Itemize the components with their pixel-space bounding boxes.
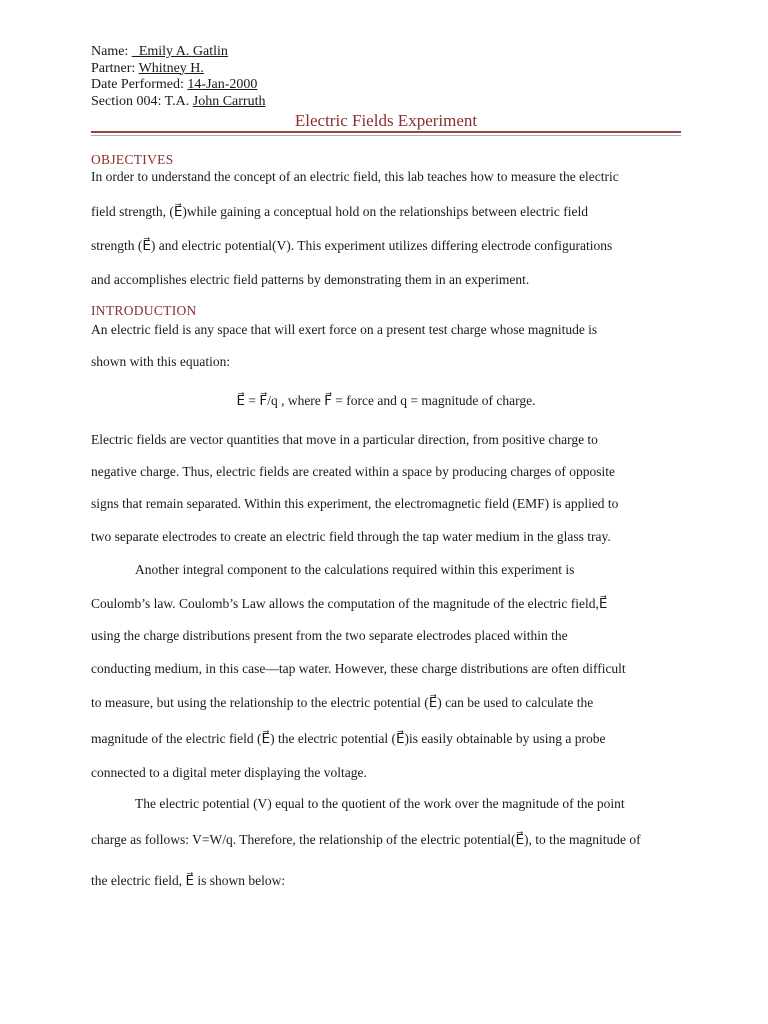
force-equation: E⃗ = F⃗/q , where F⃗ = force and q = magnitude of charge. bbox=[236, 393, 536, 408]
section-label: Section 004: T.A. bbox=[91, 93, 193, 109]
name-value: _Emily A. Gatlin bbox=[131, 44, 228, 59]
objectives-line: strength (E⃗) and electric potential(V). This experiment utilizes differing electrode configurations bbox=[91, 238, 613, 253]
section-value: John Carruth bbox=[192, 93, 266, 109]
objectives-line: and accomplishes electric field patterns by demonstrating them in an experiment. bbox=[91, 272, 530, 287]
intro-line: shown with this equation: bbox=[91, 354, 231, 369]
partner-row bbox=[91, 61, 265, 78]
intro-line: charge as follows: V=W/q. Therefore, the relationship of the electric potential(E⃗), to the magnitude of bbox=[91, 832, 641, 847]
intro-line: An electric field is any space that will exert force on a present test charge whose magnitude is bbox=[91, 322, 598, 337]
objectives-line: field strength, (E⃗)while gaining a conceptual hold on the relationships between electric field bbox=[91, 204, 588, 219]
intro-line: conducting medium, in this case—tap water. However, these charge distributions are often difficult bbox=[91, 661, 626, 676]
intro-line: magnitude of the electric field (E⃗) the electric potential (E⃗)is easily obtainable by using a probe bbox=[91, 731, 606, 746]
title-rule bbox=[91, 131, 681, 133]
intro-line: connected to a digital meter displaying the voltage. bbox=[91, 765, 367, 780]
intro-line: negative charge. Thus, electric fields are created within a space by producing charges of opposite bbox=[91, 464, 616, 479]
intro-line: signs that remain separated. Within this experiment, the electromagnetic field (EMF) is applied to bbox=[91, 496, 619, 511]
title-rule-thin bbox=[91, 135, 681, 136]
objectives-line: In order to understand the concept of an electric field, this lab teaches how to measure the electric bbox=[91, 169, 619, 184]
intro-line: to measure, but using the relationship to the electric potential (E⃗) can be used to calculate the bbox=[91, 695, 594, 710]
partner-value: Whitney H. bbox=[138, 60, 204, 76]
document-title: Electric Fields Experiment bbox=[294, 111, 478, 130]
intro-line: using the charge distributions present from the two separate electrodes placed within the bbox=[91, 628, 568, 643]
intro-line: Electric fields are vector quantities that move in a particular direction, from positive charge to bbox=[91, 432, 598, 447]
intro-line: two separate electrodes to create an electric field through the tap water medium in the glass tray. bbox=[91, 529, 611, 544]
name-label: Name: bbox=[91, 44, 132, 59]
partner-label: Partner: bbox=[91, 60, 139, 76]
name-row bbox=[91, 44, 265, 61]
date-value: 14-Jan-2000 bbox=[187, 77, 258, 92]
intro-line: the electric field, E⃗ is shown below: bbox=[91, 873, 286, 888]
objectives-heading: OBJECTIVES bbox=[91, 152, 174, 167]
date-label: Date Performed: bbox=[91, 77, 188, 92]
intro-line: The electric potential (V) equal to the quotient of the work over the magnitude of the point bbox=[135, 796, 625, 811]
section-row bbox=[91, 94, 265, 111]
date-row bbox=[91, 77, 265, 94]
intro-line: Another integral component to the calculations required within this experiment is bbox=[135, 562, 575, 577]
intro-line: Coulomb’s law. Coulomb’s Law allows the computation of the magnitude of the electric field,E⃗ bbox=[91, 596, 608, 611]
introduction-heading: INTRODUCTION bbox=[91, 303, 197, 318]
header-block bbox=[91, 44, 265, 110]
